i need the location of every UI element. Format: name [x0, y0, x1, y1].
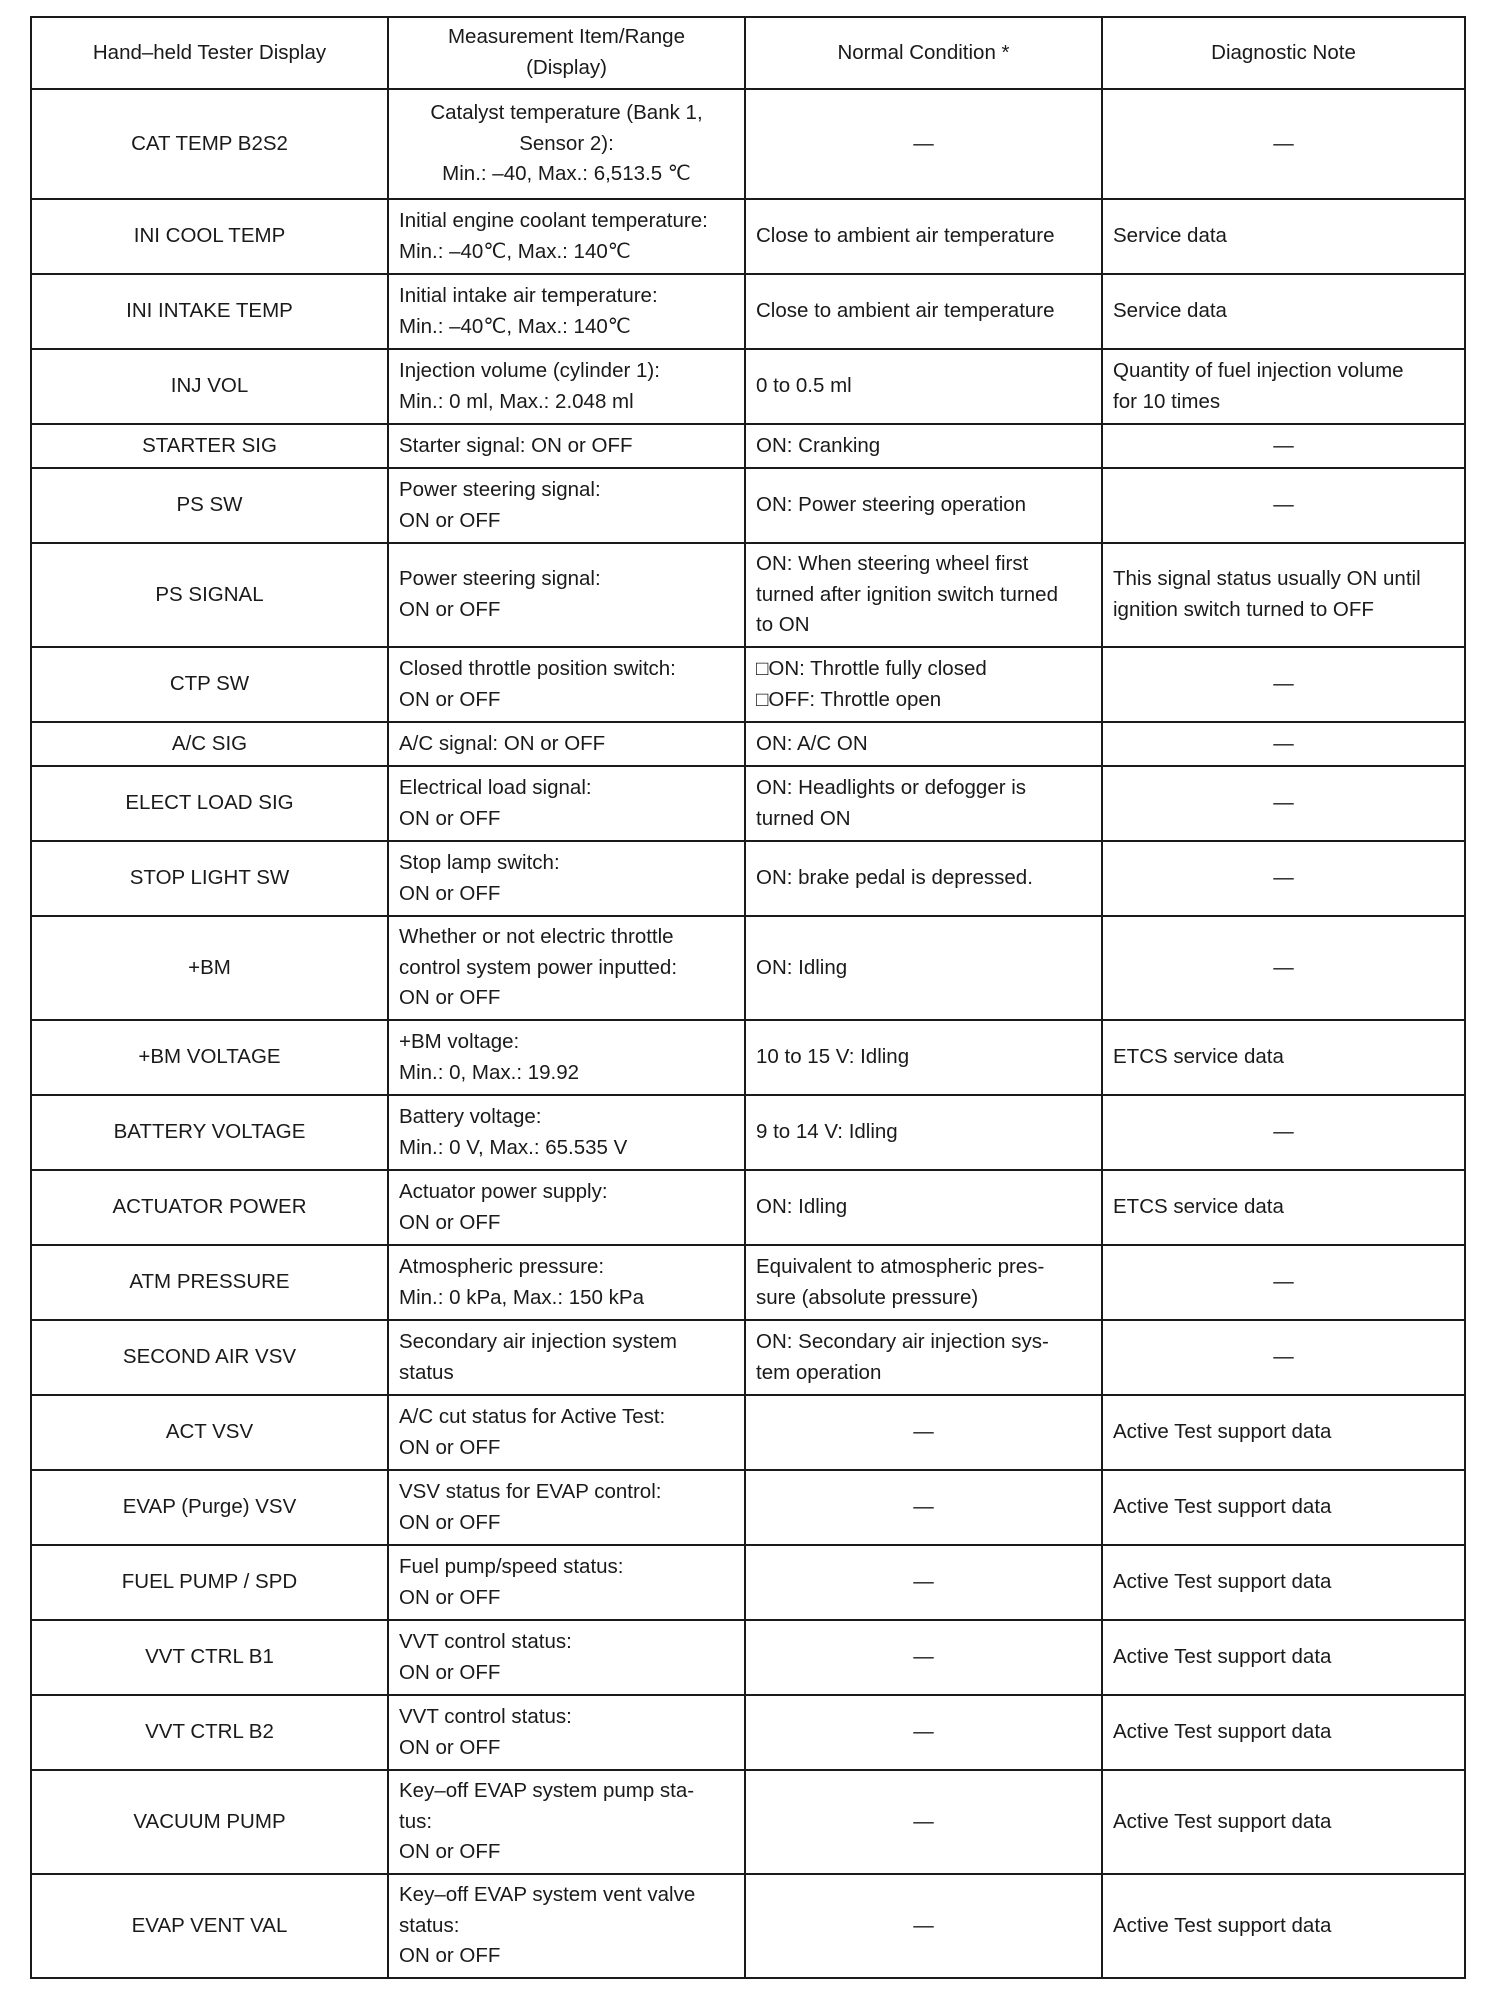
condition-cell: Close to ambient air temperature [745, 274, 1102, 349]
measurement-cell: +BM voltage: Min.: 0, Max.: 19.92 [388, 1020, 745, 1095]
measurement-cell: Atmospheric pressure: Min.: 0 kPa, Max.: 150 kPa [388, 1245, 745, 1320]
note-cell: ETCS service data [1102, 1170, 1465, 1245]
table-body [31, 89, 1465, 1978]
table-row [31, 1020, 1465, 1095]
measurement-cell: VSV status for EVAP control: ON or OFF [388, 1470, 745, 1545]
tester-display-cell: EVAP (Purge) VSV [31, 1470, 388, 1545]
measurement-cell: Key–off EVAP system vent valve status: ON or OFF [388, 1874, 745, 1978]
note-cell: — [1102, 1095, 1465, 1170]
tester-display-cell: PS SIGNAL [31, 543, 388, 647]
condition-cell: ON: Idling [745, 1170, 1102, 1245]
table-row [31, 89, 1465, 199]
header-row [31, 17, 1465, 89]
condition-cell: — [745, 1620, 1102, 1695]
tester-display-cell: STARTER SIG [31, 424, 388, 468]
measurement-cell: Electrical load signal: ON or OFF [388, 766, 745, 841]
condition-cell: 10 to 15 V: Idling [745, 1020, 1102, 1095]
note-cell: Active Test support data [1102, 1470, 1465, 1545]
tester-display-cell: STOP LIGHT SW [31, 841, 388, 916]
table-row [31, 1545, 1465, 1620]
condition-cell: ON: Power steering operation [745, 468, 1102, 543]
note-cell: Active Test support data [1102, 1545, 1465, 1620]
table-row [31, 1695, 1465, 1770]
note-cell: — [1102, 424, 1465, 468]
note-cell: — [1102, 1245, 1465, 1320]
table-row [31, 722, 1465, 766]
measurement-cell: Initial intake air temperature: Min.: –40℃, Max.: 140℃ [388, 274, 745, 349]
measurement-cell: Secondary air injection system status [388, 1320, 745, 1395]
table-row [31, 468, 1465, 543]
measurement-cell: Key–off EVAP system pump sta- tus: ON or OFF [388, 1770, 745, 1874]
measurement-cell: Injection volume (cylinder 1): Min.: 0 ml, Max.: 2.048 ml [388, 349, 745, 424]
note-cell: — [1102, 841, 1465, 916]
table-row [31, 647, 1465, 722]
tester-display-cell: SECOND AIR VSV [31, 1320, 388, 1395]
table-row [31, 841, 1465, 916]
note-cell: ETCS service data [1102, 1020, 1465, 1095]
tester-display-cell: INI INTAKE TEMP [31, 274, 388, 349]
measurement-cell: Power steering signal: ON or OFF [388, 543, 745, 647]
table-row [31, 1095, 1465, 1170]
data-list-table [30, 16, 1466, 1979]
tester-display-cell: CTP SW [31, 647, 388, 722]
measurement-cell: Whether or not electric throttle control system power inputted: ON or OFF [388, 916, 745, 1020]
tester-display-cell: FUEL PUMP / SPD [31, 1545, 388, 1620]
tester-display-cell: INI COOL TEMP [31, 199, 388, 274]
condition-cell: — [745, 1395, 1102, 1470]
table-row [31, 1620, 1465, 1695]
measurement-cell: Closed throttle position switch: ON or OFF [388, 647, 745, 722]
tester-display-cell: CAT TEMP B2S2 [31, 89, 388, 199]
measurement-cell: Battery voltage: Min.: 0 V, Max.: 65.535 V [388, 1095, 745, 1170]
table-row [31, 1320, 1465, 1395]
table-row [31, 543, 1465, 647]
table-row [31, 424, 1465, 468]
note-cell: Active Test support data [1102, 1770, 1465, 1874]
table-row [31, 199, 1465, 274]
note-cell: — [1102, 89, 1465, 199]
tester-display-cell: VVT CTRL B2 [31, 1695, 388, 1770]
header-diagnostic-note: Diagnostic Note [1102, 17, 1465, 89]
measurement-cell: Actuator power supply: ON or OFF [388, 1170, 745, 1245]
condition-cell: 9 to 14 V: Idling [745, 1095, 1102, 1170]
measurement-cell: Stop lamp switch: ON or OFF [388, 841, 745, 916]
tester-display-cell: +BM [31, 916, 388, 1020]
note-cell: Active Test support data [1102, 1874, 1465, 1978]
measurement-cell: Fuel pump/speed status: ON or OFF [388, 1545, 745, 1620]
condition-cell: □ON: Throttle fully closed □OFF: Throttle open [745, 647, 1102, 722]
note-cell: Active Test support data [1102, 1620, 1465, 1695]
table-row [31, 1245, 1465, 1320]
measurement-cell: Initial engine coolant temperature: Min.: –40℃, Max.: 140℃ [388, 199, 745, 274]
table-row [31, 1770, 1465, 1874]
note-cell: This signal status usually ON until ignition switch turned to OFF [1102, 543, 1465, 647]
tester-display-cell: INJ VOL [31, 349, 388, 424]
condition-cell: ON: When steering wheel first turned after ignition switch turned to ON [745, 543, 1102, 647]
table-row [31, 916, 1465, 1020]
measurement-cell: Catalyst temperature (Bank 1, Sensor 2): Min.: –40, Max.: 6,513.5 ℃ [388, 89, 745, 199]
measurement-cell: VVT control status: ON or OFF [388, 1695, 745, 1770]
table-row [31, 1874, 1465, 1978]
measurement-cell: A/C cut status for Active Test: ON or OFF [388, 1395, 745, 1470]
condition-cell: ON: Secondary air injection sys- tem operation [745, 1320, 1102, 1395]
tester-display-cell: ACT VSV [31, 1395, 388, 1470]
note-cell: Service data [1102, 274, 1465, 349]
tester-display-cell: PS SW [31, 468, 388, 543]
measurement-cell: VVT control status: ON or OFF [388, 1620, 745, 1695]
condition-cell: Close to ambient air temperature [745, 199, 1102, 274]
note-cell: — [1102, 766, 1465, 841]
tester-display-cell: ACTUATOR POWER [31, 1170, 388, 1245]
note-cell: Service data [1102, 199, 1465, 274]
note-cell: — [1102, 468, 1465, 543]
tester-display-cell: VVT CTRL B1 [31, 1620, 388, 1695]
tester-display-cell: ELECT LOAD SIG [31, 766, 388, 841]
condition-cell: — [745, 1545, 1102, 1620]
measurement-cell: Starter signal: ON or OFF [388, 424, 745, 468]
tester-display-cell: EVAP VENT VAL [31, 1874, 388, 1978]
condition-cell: 0 to 0.5 ml [745, 349, 1102, 424]
note-cell: — [1102, 722, 1465, 766]
tester-display-cell: VACUUM PUMP [31, 1770, 388, 1874]
condition-cell: — [745, 1770, 1102, 1874]
condition-cell: ON: Headlights or defogger is turned ON [745, 766, 1102, 841]
note-cell: Active Test support data [1102, 1695, 1465, 1770]
condition-cell: ON: A/C ON [745, 722, 1102, 766]
tester-display-cell: BATTERY VOLTAGE [31, 1095, 388, 1170]
note-cell: Active Test support data [1102, 1395, 1465, 1470]
note-cell: — [1102, 916, 1465, 1020]
condition-cell: ON: Cranking [745, 424, 1102, 468]
table-row [31, 766, 1465, 841]
tester-display-cell: +BM VOLTAGE [31, 1020, 388, 1095]
table-row [31, 1395, 1465, 1470]
condition-cell: ON: Idling [745, 916, 1102, 1020]
note-cell: — [1102, 1320, 1465, 1395]
table-row [31, 274, 1465, 349]
header-measurement-item: Measurement Item/Range (Display) [388, 17, 745, 89]
condition-cell: — [745, 1874, 1102, 1978]
table-row [31, 1470, 1465, 1545]
header-normal-condition: Normal Condition * [745, 17, 1102, 89]
tester-display-cell: A/C SIG [31, 722, 388, 766]
note-cell: Quantity of fuel injection volume for 10 times [1102, 349, 1465, 424]
table-row [31, 1170, 1465, 1245]
condition-cell: — [745, 1695, 1102, 1770]
measurement-cell: A/C signal: ON or OFF [388, 722, 745, 766]
note-cell: — [1102, 647, 1465, 722]
condition-cell: — [745, 1470, 1102, 1545]
condition-cell: ON: brake pedal is depressed. [745, 841, 1102, 916]
table-row [31, 349, 1465, 424]
condition-cell: Equivalent to atmospheric pres- sure (absolute pressure) [745, 1245, 1102, 1320]
tester-display-cell: ATM PRESSURE [31, 1245, 388, 1320]
condition-cell: — [745, 89, 1102, 199]
header-tester-display: Hand–held Tester Display [31, 17, 388, 89]
measurement-cell: Power steering signal: ON or OFF [388, 468, 745, 543]
